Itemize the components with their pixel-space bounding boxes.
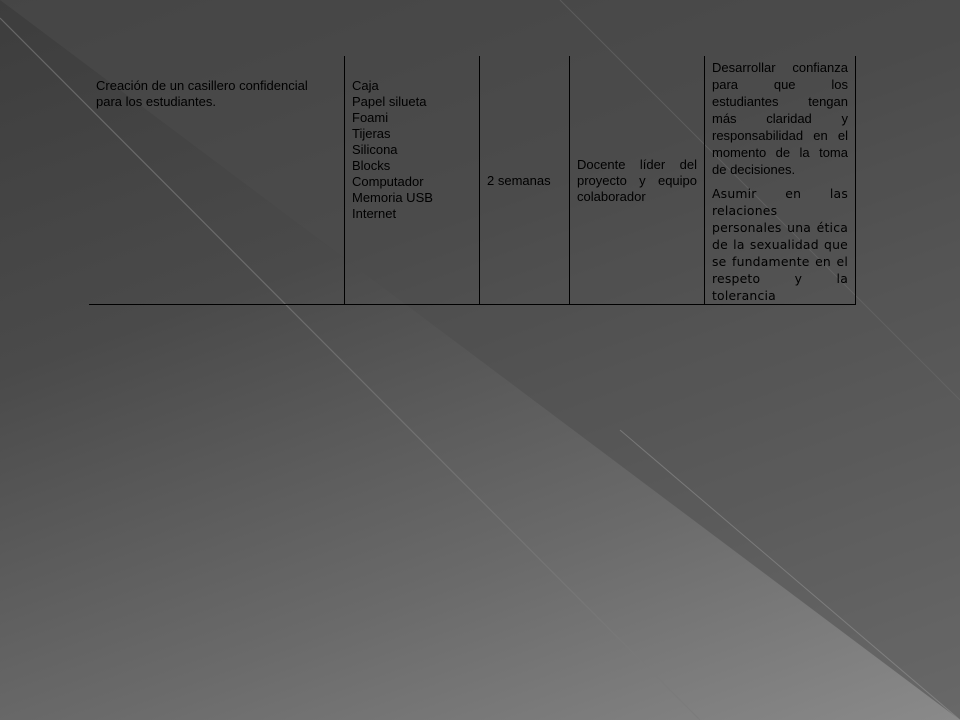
material-item: Papel silueta xyxy=(352,94,427,109)
objectives-cell xyxy=(705,56,856,305)
responsible-text: Docente líder del proyecto y equipo colaborador xyxy=(577,156,697,204)
objective-text: Asumir en las relaciones personales una ética de la sexualidad que se fundamente en el respeto y la tolerancia xyxy=(712,186,848,303)
objective-text: Desarrollar confianza para que los estudiantes tengan más claridad y responsabilidad en el momento de la toma de decisiones. xyxy=(712,60,848,177)
material-item: Caja xyxy=(352,78,379,93)
material-item: Internet xyxy=(352,206,397,221)
duration-cell xyxy=(480,56,570,305)
activity-cell xyxy=(89,56,345,305)
material-item: Computador xyxy=(352,174,424,189)
material-item: Memoria USB xyxy=(352,190,433,205)
material-item: Silicona xyxy=(352,142,398,157)
material-item: Blocks xyxy=(352,158,391,173)
materials-cell xyxy=(345,56,480,305)
material-item: Tijeras xyxy=(352,126,391,141)
duration-text: 2 semanas xyxy=(487,172,551,188)
responsible-cell xyxy=(570,56,705,305)
material-item: Foami xyxy=(352,110,389,125)
planning-table xyxy=(89,56,856,305)
activity-text: Creación de un casillero confidencial para los estudiantes. xyxy=(96,78,308,109)
table-row xyxy=(89,56,856,305)
